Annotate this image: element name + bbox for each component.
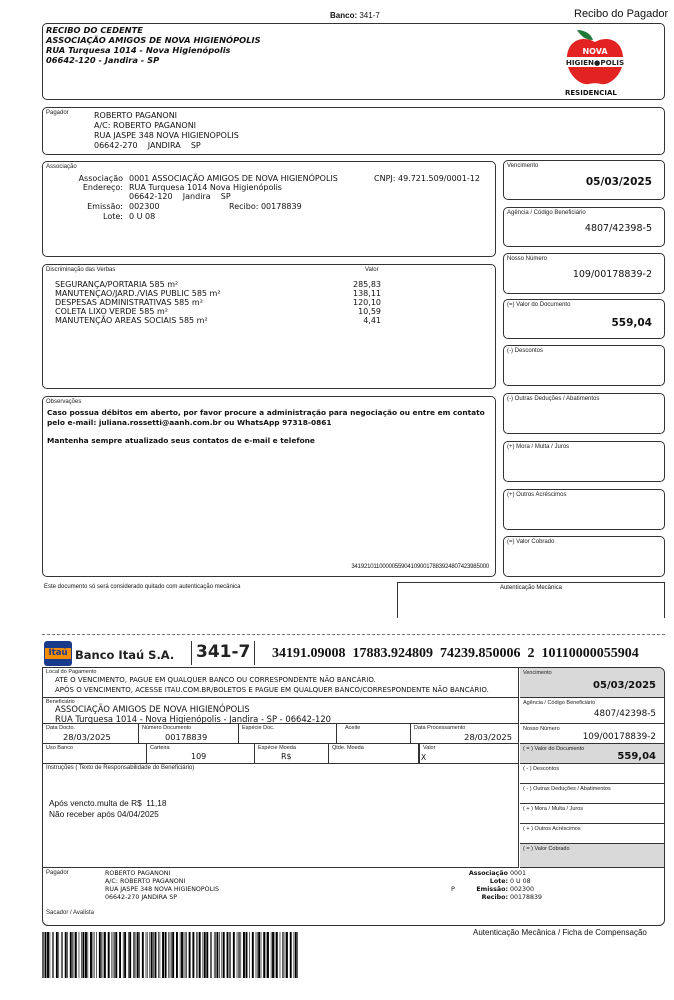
verba-desc: MANUTENÇAO/JARD./VIAS PUBLIC 585 m² bbox=[55, 289, 221, 298]
observacoes-barcode-digits: 34192101100000559041090017883924807423985000 bbox=[351, 564, 489, 570]
assoc-key-5: Lote: bbox=[103, 212, 123, 221]
pagador-line-4: 06642-270 JANDIRA SP bbox=[94, 141, 201, 150]
verbas-box bbox=[42, 264, 496, 389]
barcode-bar bbox=[282, 932, 283, 978]
instrucoes-label: Instruções ( Texto de Responsabilidade do Beneficiário) bbox=[46, 765, 195, 771]
barcode-bar bbox=[115, 932, 117, 978]
ficha-pagador-line-4: 06642-270 JANDIRA SP bbox=[105, 894, 178, 901]
instrucoes-line-1: Após vencto.multa de R$ 11,18 bbox=[49, 798, 167, 808]
descontos-box bbox=[503, 345, 665, 386]
beneficiario-label: Beneficiário bbox=[46, 699, 75, 705]
barcode-bar bbox=[70, 932, 72, 978]
vencimento-box bbox=[503, 160, 665, 200]
ficha-mora-label: ( + ) Mora / Multa / Juros bbox=[523, 806, 584, 812]
vencimento-value: 05/03/2025 bbox=[585, 176, 652, 188]
recibo-title: Recibo do Pagador bbox=[574, 8, 669, 20]
pagador-line-2: A/C: ROBERTO PAGANONI bbox=[94, 121, 197, 130]
autenticacao-ficha-label: Autenticação Mecânica / Ficha de Compensação bbox=[473, 928, 647, 937]
barcode-bar bbox=[267, 932, 269, 978]
barcode-bar bbox=[243, 932, 245, 978]
qtde-moeda-cell bbox=[329, 744, 419, 764]
vencimento-label: Vencimento bbox=[507, 163, 539, 169]
uso-banco-cell bbox=[43, 744, 147, 764]
barcode-bar bbox=[171, 932, 172, 978]
barcode-bar bbox=[295, 932, 297, 978]
barcode-bar bbox=[137, 932, 139, 978]
barcode-bar bbox=[185, 932, 186, 978]
agencia-box bbox=[503, 207, 665, 247]
especie-doc-cell bbox=[239, 724, 337, 744]
barcode-bar bbox=[290, 932, 292, 978]
assoc-val-2: RUA Turquesa 1014 Nova Higienópolis bbox=[129, 183, 282, 192]
numero-doc-value: 00178839 bbox=[165, 732, 208, 742]
barcode-bar bbox=[263, 932, 265, 978]
instrucoes-cell bbox=[43, 764, 519, 868]
valor-documento-box bbox=[503, 299, 665, 339]
valor-documento-value: 559,04 bbox=[611, 317, 652, 329]
barcode-bar bbox=[272, 932, 274, 978]
local-pagamento-cell bbox=[43, 668, 519, 698]
barcode-bar bbox=[61, 932, 62, 978]
assoc-val-1: 0001 ASSOCIAÇÃO AMIGOS DE NOVA HIGIENÓPOLIS bbox=[129, 174, 338, 183]
barcode-bar bbox=[172, 932, 174, 978]
ficha-pagador-section bbox=[43, 868, 665, 926]
barcode-bar bbox=[88, 932, 89, 978]
ficha-descontos-label: ( - ) Descontos bbox=[523, 766, 560, 772]
barcode-bar bbox=[280, 932, 281, 978]
bank-code-box bbox=[191, 641, 255, 665]
barcode-bar bbox=[276, 932, 278, 978]
barcode-bar bbox=[113, 932, 114, 978]
local-pagamento-label: Local do Pagamento bbox=[46, 669, 97, 675]
barcode-bar bbox=[128, 932, 129, 978]
verba-valor: 10,59 bbox=[358, 307, 381, 316]
qtde-moeda-label: Qtde. Moeda bbox=[332, 745, 364, 751]
barcode-bar bbox=[184, 932, 185, 978]
barcode-bar bbox=[297, 932, 298, 978]
barcode-bar bbox=[285, 932, 286, 978]
beneficiario-line-2: RUA Turquesa 1014 - Nova Higienópolis - Jandira - SP - 06642-120 bbox=[55, 714, 332, 724]
barcode-bar bbox=[79, 932, 80, 978]
agencia-value: 4807/42398-5 bbox=[584, 223, 652, 234]
observacoes-label: Observações bbox=[46, 399, 82, 405]
banco-header bbox=[330, 11, 380, 20]
uso-banco-label: Uso Banco bbox=[46, 745, 73, 751]
barcode-bar bbox=[47, 932, 49, 978]
ficha-mora-cell bbox=[520, 804, 665, 824]
outras-deducoes-box bbox=[503, 393, 665, 434]
pagador-label: Pagador bbox=[46, 110, 69, 116]
assoc-key-2: Endereço: bbox=[82, 183, 123, 192]
pagador-box bbox=[42, 107, 665, 155]
ficha-nosso-numero-cell bbox=[520, 724, 665, 744]
ficha-info-key-1: Associação bbox=[468, 870, 508, 877]
autenticacao-mecanica-label: Autenticação Mecânica bbox=[499, 585, 563, 591]
verbas-label: Discriminação das Verbas bbox=[46, 267, 116, 273]
ficha-vencimento-cell bbox=[520, 668, 665, 698]
barcode-bar bbox=[283, 932, 284, 978]
beneficiario-line-1: ASSOCIAÇÃO AMIGOS DE NOVA HIGIENÓPOLIS bbox=[55, 704, 250, 714]
barcode-bar bbox=[223, 932, 225, 978]
barcode-bar bbox=[168, 932, 169, 978]
barcode-bar bbox=[123, 932, 124, 978]
barcode-bar bbox=[104, 932, 106, 978]
mora-label: (+) Mora / Multa / Juros bbox=[507, 444, 570, 450]
data-proc-cell bbox=[411, 724, 519, 744]
barcode-bar bbox=[160, 932, 161, 978]
pagador-line-3: RUA JASPE 348 NOVA HIGIENOPOLIS bbox=[94, 131, 239, 140]
data-doc-cell bbox=[43, 724, 139, 744]
barcode-bar bbox=[214, 932, 215, 978]
sacador-avalista-label: Sacador / Avalista bbox=[46, 910, 94, 916]
barcode-bar bbox=[96, 932, 97, 978]
barcode-bar bbox=[56, 932, 58, 978]
ficha-vencimento-label: Vencimento bbox=[523, 670, 552, 676]
ficha-info-val-3: 002300 bbox=[510, 886, 535, 893]
aceite-cell bbox=[337, 724, 411, 744]
barcode-bar bbox=[62, 932, 63, 978]
barcode-bar bbox=[67, 932, 68, 978]
ficha-valor-cobrado-cell bbox=[520, 844, 665, 868]
verba-desc: MANUTENÇÃO AREAS SOCIAIS 585 m² bbox=[55, 316, 208, 325]
ficha-agencia-label: Agência / Código Beneficiário bbox=[523, 700, 596, 706]
observacoes-line-1: Caso possua débitos em aberto, por favor procure a administração para negociação ou entre em contato bbox=[47, 408, 485, 417]
quitado-note: Este documento só será considerado quitado com autenticação mecânica bbox=[44, 584, 241, 590]
barcode-bar bbox=[65, 932, 67, 978]
ficha-frame bbox=[42, 667, 665, 926]
barcode-bar bbox=[257, 932, 258, 978]
barcode-bar bbox=[74, 932, 75, 978]
agencia-label: Agência / Código Beneficiário bbox=[507, 210, 586, 216]
assoc-val-3: 06642-120 Jandira SP bbox=[129, 192, 231, 201]
verba-valor: 285,83 bbox=[353, 280, 381, 289]
barcode-bar bbox=[81, 932, 82, 978]
barcode-bar bbox=[75, 932, 77, 978]
verbas-valor-label: Valor bbox=[365, 267, 379, 273]
barcode-bar bbox=[119, 932, 121, 978]
barcode-bar bbox=[180, 932, 181, 978]
barcode-bar bbox=[219, 932, 220, 978]
outros-acrescimos-label: (+) Outros Acréscimos bbox=[507, 492, 567, 498]
verba-valor: 4,41 bbox=[363, 316, 381, 325]
valor-cobrado-box bbox=[503, 536, 665, 577]
carteira-cell bbox=[147, 744, 255, 764]
barcode-bar bbox=[85, 932, 87, 978]
local-pagamento-line-2: APÓS O VENCIMENTO, ACESSE ITAU.COM.BR/BOLETOS E PAGUE EM QUALQUER BANCO/CORRESPONDENTE NÃO BANCÁRIO. bbox=[55, 686, 489, 694]
ficha-nosso-numero-value: 109/00178839-2 bbox=[582, 732, 656, 742]
cedente-line-2: ASSOCIAÇÃO AMIGOS DE NOVA HIGIENÓPOLIS bbox=[46, 35, 261, 45]
barcode-bar bbox=[43, 932, 44, 978]
cedente-line-1: RECIBO DO CEDENTE bbox=[46, 25, 143, 35]
nosso-numero-value: 109/00178839-2 bbox=[572, 269, 652, 280]
barcode bbox=[42, 932, 298, 978]
bank-code: 341-7 bbox=[196, 642, 251, 662]
barcode-bar bbox=[165, 932, 167, 978]
svg-text:HIGIEN●POLIS: HIGIEN●POLIS bbox=[565, 58, 625, 67]
ficha-pagador-line-3: RUA JASPE 348 NOVA HIGIENOPOLIS bbox=[105, 886, 220, 893]
barcode-bar bbox=[90, 932, 92, 978]
barcode-bar bbox=[249, 932, 250, 978]
barcode-bar bbox=[136, 932, 137, 978]
barcode-bar bbox=[129, 932, 131, 978]
ficha-pagador-line-1: ROBERTO PAGANONI bbox=[105, 870, 171, 877]
barcode-bar bbox=[94, 932, 95, 978]
ficha-valor-cobrado-label: ( = ) Valor Cobrado bbox=[523, 846, 570, 852]
bank-name: Banco Itaú S.A. bbox=[75, 648, 175, 662]
observacoes-box bbox=[42, 396, 496, 577]
data-doc-value: 28/03/2025 bbox=[63, 732, 111, 742]
carteira-label: Carteira bbox=[150, 745, 170, 751]
data-proc-label: Data Processamento bbox=[414, 725, 466, 731]
barcode-bar bbox=[233, 932, 235, 978]
verba-desc: SEGURANÇA/PORTARIA 585 m² bbox=[55, 280, 179, 289]
barcode-bar bbox=[124, 932, 126, 978]
barcode-bar bbox=[72, 932, 73, 978]
cedente-line-3: RUA Turquesa 1014 - Nova Higienópolis bbox=[46, 45, 231, 55]
ficha-outras-deducoes-cell bbox=[520, 784, 665, 804]
barcode-bar bbox=[198, 932, 199, 978]
numero-doc-label: Número Documento bbox=[142, 725, 192, 731]
descontos-label: (-) Descontos bbox=[507, 348, 544, 354]
banco-label: Banco: bbox=[330, 11, 358, 20]
verba-valor: 138,11 bbox=[353, 289, 381, 298]
barcode-bar bbox=[203, 932, 204, 978]
barcode-bar bbox=[211, 932, 212, 978]
data-doc-label: Data Docto. bbox=[46, 725, 76, 731]
ficha-info-val-2: 0 U 08 bbox=[510, 878, 531, 885]
barcode-bar bbox=[82, 932, 84, 978]
local-pagamento-line-1: ATÉ O VENCIMENTO, PAGUE EM QUALQUER BANCO OU CORRESPONDENTE NÃO BANCÁRIO. bbox=[55, 676, 376, 684]
verba-desc: COLETA LIXO VERDE 585 m² bbox=[55, 307, 168, 316]
cedente-box bbox=[42, 23, 665, 100]
barcode-bar bbox=[108, 932, 110, 978]
barcode-bar bbox=[246, 932, 248, 978]
barcode-bar bbox=[147, 932, 148, 978]
barcode-bar bbox=[275, 932, 276, 978]
instrucoes-line-2: Não receber após 04/04/2025 bbox=[49, 809, 159, 819]
barcode-bar bbox=[181, 932, 183, 978]
barcode-bar bbox=[229, 932, 230, 978]
ficha-vencimento-value: 05/03/2025 bbox=[593, 680, 656, 691]
barcode-bar bbox=[189, 932, 191, 978]
assoc-recibo: Recibo: 00178839 bbox=[229, 202, 302, 211]
barcode-bar bbox=[93, 932, 94, 978]
pagador-line-1: ROBERTO PAGANONI bbox=[94, 111, 178, 120]
valor-value: X bbox=[421, 753, 427, 762]
itau-logo-text: Itaú bbox=[45, 648, 71, 659]
barcode-bar bbox=[261, 932, 262, 978]
ficha-info-key-2: Lote: bbox=[489, 878, 508, 885]
barcode-bar bbox=[42, 932, 43, 978]
outros-acrescimos-box bbox=[503, 489, 665, 530]
especie-moeda-value: R$ bbox=[281, 752, 292, 761]
logo-word-nova: NOVA bbox=[582, 47, 608, 56]
ficha-pagador-p-mark: P bbox=[451, 886, 455, 893]
barcode-bar bbox=[99, 932, 101, 978]
beneficiario-cell bbox=[43, 698, 519, 724]
ficha-info-key-3: Emissão: bbox=[476, 886, 508, 893]
barcode-bar bbox=[162, 932, 164, 978]
barcode-bar bbox=[112, 932, 113, 978]
valor-label: Valor bbox=[423, 745, 436, 751]
cedente-line-4: 06642-120 - Jandira - SP bbox=[46, 55, 160, 65]
barcode-bar bbox=[151, 932, 153, 978]
barcode-bar bbox=[158, 932, 159, 978]
barcode-bar bbox=[186, 932, 187, 978]
ficha-descontos-cell bbox=[520, 764, 665, 784]
ficha-outras-deducoes-label: ( - ) Outras Deduções / Abatimentos bbox=[523, 786, 611, 792]
ficha-agencia-cell bbox=[520, 698, 665, 724]
barcode-bar bbox=[176, 932, 178, 978]
barcode-bar bbox=[149, 932, 150, 978]
ficha-nosso-numero-label: Nosso Número bbox=[523, 726, 560, 732]
associacao-box bbox=[42, 161, 496, 257]
mora-box bbox=[503, 441, 665, 482]
barcode-bar bbox=[210, 932, 211, 978]
carteira-value: 109 bbox=[191, 752, 207, 761]
valor-cell bbox=[419, 744, 519, 764]
barcode-bar bbox=[266, 932, 267, 978]
barcode-bar bbox=[103, 932, 104, 978]
assoc-key-4: Emissão: bbox=[87, 202, 123, 211]
ficha-pagador-line-2: A/C: ROBERTO PAGANONI bbox=[105, 878, 186, 885]
nosso-numero-box bbox=[503, 253, 665, 294]
assoc-val-5: 0 U 08 bbox=[129, 212, 156, 221]
verba-valor: 120,10 bbox=[353, 298, 381, 307]
barcode-bar bbox=[222, 932, 223, 978]
barcode-bar bbox=[196, 932, 197, 978]
barcode-bar bbox=[170, 932, 171, 978]
valor-documento-label: (=) Valor do Documento bbox=[507, 302, 571, 308]
observacoes-line-3: Mantenha sempre atualizado seus contatos de e-mail e telefone bbox=[47, 436, 315, 445]
barcode-bar bbox=[146, 932, 147, 978]
ficha-info-val-1: 0001 bbox=[510, 870, 527, 877]
barcode-bar bbox=[45, 932, 47, 978]
assoc-val-4: 002300 bbox=[129, 202, 160, 211]
barcode-bar bbox=[155, 932, 157, 978]
barcode-bar bbox=[215, 932, 216, 978]
barcode-bar bbox=[153, 932, 154, 978]
observacoes-line-2: pelo e-mail: juliana.rossetti@aanh.com.br ou WhatsApp 97318-0861 bbox=[47, 418, 332, 427]
ficha-valor-documento-label: ( = ) Valor do Documento bbox=[523, 746, 585, 752]
barcode-bar bbox=[142, 932, 144, 978]
assoc-key-1: Associação bbox=[78, 174, 123, 183]
barcode-bar bbox=[237, 932, 238, 978]
barcode-bar bbox=[206, 932, 208, 978]
ficha-valor-documento-value: 559,04 bbox=[617, 751, 656, 762]
ficha-info-key-4: Recibo: bbox=[481, 894, 508, 901]
barcode-bar bbox=[52, 932, 53, 978]
barcode-bar bbox=[256, 932, 257, 978]
banco-code: 341-7 bbox=[359, 11, 380, 20]
barcode-bar bbox=[294, 932, 295, 978]
ficha-outros-acrescimos-cell bbox=[520, 824, 665, 844]
linha-digitavel: 34191.09008 17883.924809 74239.850006 2 10110000055904 bbox=[272, 646, 639, 661]
ficha-pagador-label: Pagador bbox=[46, 870, 69, 876]
barcode-bar bbox=[227, 932, 229, 978]
itau-logo bbox=[44, 641, 72, 666]
barcode-bar bbox=[101, 932, 102, 978]
aceite-label: Aceite bbox=[345, 725, 361, 731]
ficha-outros-acrescimos-label: ( + ) Outros Acréscimos bbox=[523, 826, 581, 832]
logo-subtitle: RESIDENCIAL bbox=[565, 89, 617, 97]
barcode-bar bbox=[238, 932, 239, 978]
especie-moeda-cell bbox=[255, 744, 329, 764]
barcode-bar bbox=[271, 932, 272, 978]
cut-line bbox=[42, 634, 665, 635]
assoc-cnpj: CNPJ: 49.721.509/0001-12 bbox=[374, 174, 480, 183]
barcode-bar bbox=[230, 932, 231, 978]
autenticacao-mecanica-box bbox=[397, 582, 665, 618]
apple-logo-icon bbox=[555, 28, 635, 88]
barcode-bar bbox=[114, 932, 115, 978]
especie-doc-label: Espécie Doc. bbox=[242, 725, 275, 731]
nosso-numero-label: Nosso Número bbox=[507, 256, 548, 262]
barcode-bar bbox=[252, 932, 254, 978]
barcode-bar bbox=[58, 932, 59, 978]
verba-desc: DESPESAS ADMINISTRATIVAS 585 m² bbox=[55, 298, 203, 307]
outras-deducoes-label: (-) Outras Deduções / Abatimentos bbox=[507, 396, 600, 402]
barcode-bar bbox=[192, 932, 194, 978]
barcode-bar bbox=[134, 932, 135, 978]
nova-higienopolis-logo bbox=[555, 28, 635, 98]
barcode-bar bbox=[204, 932, 206, 978]
barcode-bar bbox=[216, 932, 218, 978]
associacao-label: Associação bbox=[46, 164, 77, 170]
barcode-bar bbox=[258, 932, 260, 978]
barcode-bar bbox=[239, 932, 240, 978]
barcode-bar bbox=[50, 932, 51, 978]
especie-moeda-label: Espécie Moeda bbox=[258, 745, 296, 751]
barcode-bar bbox=[199, 932, 201, 978]
barcode-bar bbox=[240, 932, 241, 978]
data-proc-value: 28/03/2025 bbox=[464, 732, 512, 742]
barcode-bar bbox=[53, 932, 54, 978]
numero-doc-cell bbox=[139, 724, 239, 744]
valor-cobrado-label: (=) Valor Cobrado bbox=[507, 539, 555, 545]
barcode-bar bbox=[286, 932, 288, 978]
ficha-info-val-4: 00178839 bbox=[510, 894, 543, 901]
barcode-bar bbox=[139, 932, 140, 978]
barcode-bar bbox=[133, 932, 134, 978]
ficha-agencia-value: 4807/42398-5 bbox=[593, 709, 656, 719]
ficha-valor-documento-cell bbox=[520, 744, 665, 764]
